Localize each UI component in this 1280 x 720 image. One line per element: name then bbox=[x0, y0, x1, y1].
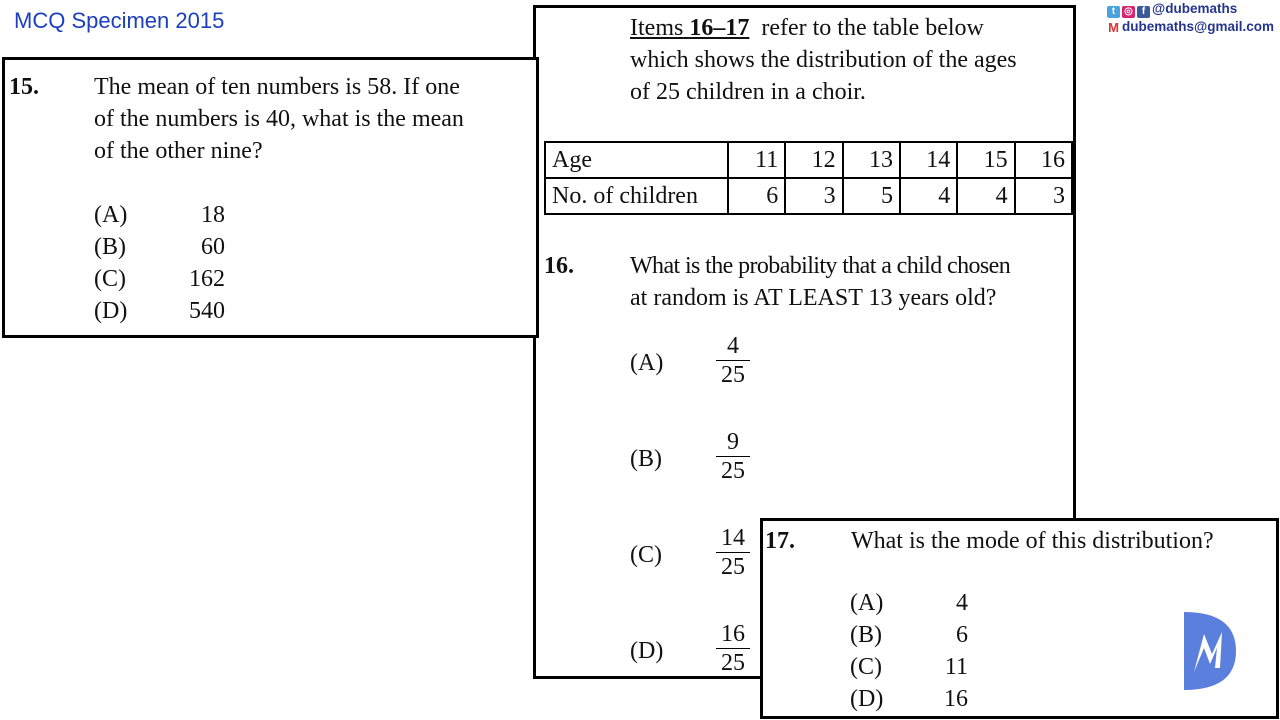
twitter-icon: t bbox=[1107, 6, 1120, 18]
option-label: (D) bbox=[630, 638, 664, 664]
option-value: 18 bbox=[201, 202, 225, 228]
table-cell: 16 bbox=[1015, 142, 1072, 178]
table-cell: 4 bbox=[957, 178, 1014, 214]
question-text: What is the probability that a child chosen bbox=[630, 253, 1011, 279]
question-text: What is the mode of this distribution? bbox=[851, 528, 1214, 554]
question-text: The mean of ten numbers is 58. If one bbox=[94, 74, 460, 100]
row-header: Age bbox=[545, 142, 728, 178]
question-number: 15. bbox=[9, 74, 39, 100]
option-label: (B) bbox=[94, 234, 126, 260]
table-cell: 11 bbox=[728, 142, 785, 178]
table-cell: 12 bbox=[785, 142, 842, 178]
question-number: 17. bbox=[765, 528, 795, 554]
option-value: 162 bbox=[189, 266, 225, 292]
option-label: (A) bbox=[630, 350, 664, 376]
facebook-icon: f bbox=[1137, 6, 1150, 18]
option-value: 60 bbox=[201, 234, 225, 260]
fraction: $\frac{16}{25}$ bbox=[716, 620, 750, 677]
social-email: dubemaths@gmail.com bbox=[1122, 19, 1274, 34]
age-distribution-table bbox=[544, 141, 1073, 215]
table-cell: 3 bbox=[785, 178, 842, 214]
table-row bbox=[545, 178, 1072, 214]
table-row bbox=[545, 142, 1072, 178]
fraction: $\frac{9}{25}$ bbox=[716, 428, 750, 485]
option-label: (C) bbox=[850, 654, 882, 680]
table-cell: 4 bbox=[900, 178, 957, 214]
social-info bbox=[1107, 0, 1274, 35]
table-cell: 15 bbox=[957, 142, 1014, 178]
option-label: (C) bbox=[94, 266, 126, 292]
intro-text: of 25 children in a choir. bbox=[630, 79, 866, 105]
table-cell: 3 bbox=[1015, 178, 1072, 214]
table-cell: 13 bbox=[843, 142, 900, 178]
option-value: 11 bbox=[944, 654, 968, 680]
fraction: $\frac{4}{25}$ bbox=[716, 332, 750, 389]
question-text: at random is AT LEAST 13 years old? bbox=[630, 285, 997, 311]
option-label: (C) bbox=[630, 542, 662, 568]
option-value: 4 bbox=[956, 590, 968, 616]
option-label: (B) bbox=[850, 622, 882, 648]
table-cell: 5 bbox=[843, 178, 900, 214]
question-number: 16. bbox=[544, 253, 574, 279]
table-cell: 6 bbox=[728, 178, 785, 214]
question-15-panel bbox=[2, 57, 539, 338]
table-cell: 14 bbox=[900, 142, 957, 178]
question-17-panel bbox=[760, 518, 1279, 719]
option-label: (A) bbox=[850, 590, 884, 616]
intro-text: Items 16–17 refer to the table below bbox=[630, 15, 984, 41]
gmail-icon: M bbox=[1108, 20, 1119, 35]
instagram-icon: ◎ bbox=[1122, 6, 1135, 18]
fraction: $\frac{14}{25}$ bbox=[716, 524, 750, 581]
intro-text: which shows the distribution of the ages bbox=[630, 47, 1017, 73]
page-title: MCQ Specimen 2015 bbox=[14, 8, 225, 33]
option-value: 16 bbox=[944, 686, 968, 712]
social-handle: @dubemaths bbox=[1152, 1, 1238, 16]
option-value: 540 bbox=[189, 298, 225, 324]
option-label: (B) bbox=[630, 446, 662, 472]
option-label: (D) bbox=[850, 686, 884, 712]
option-label: (D) bbox=[94, 298, 128, 324]
dubemaths-logo-icon bbox=[1180, 610, 1238, 692]
row-header: No. of children bbox=[545, 178, 728, 214]
question-text: of the other nine? bbox=[94, 138, 263, 164]
question-text: of the numbers is 40, what is the mean bbox=[94, 106, 464, 132]
option-value: 6 bbox=[956, 622, 968, 648]
option-label: (A) bbox=[94, 202, 128, 228]
